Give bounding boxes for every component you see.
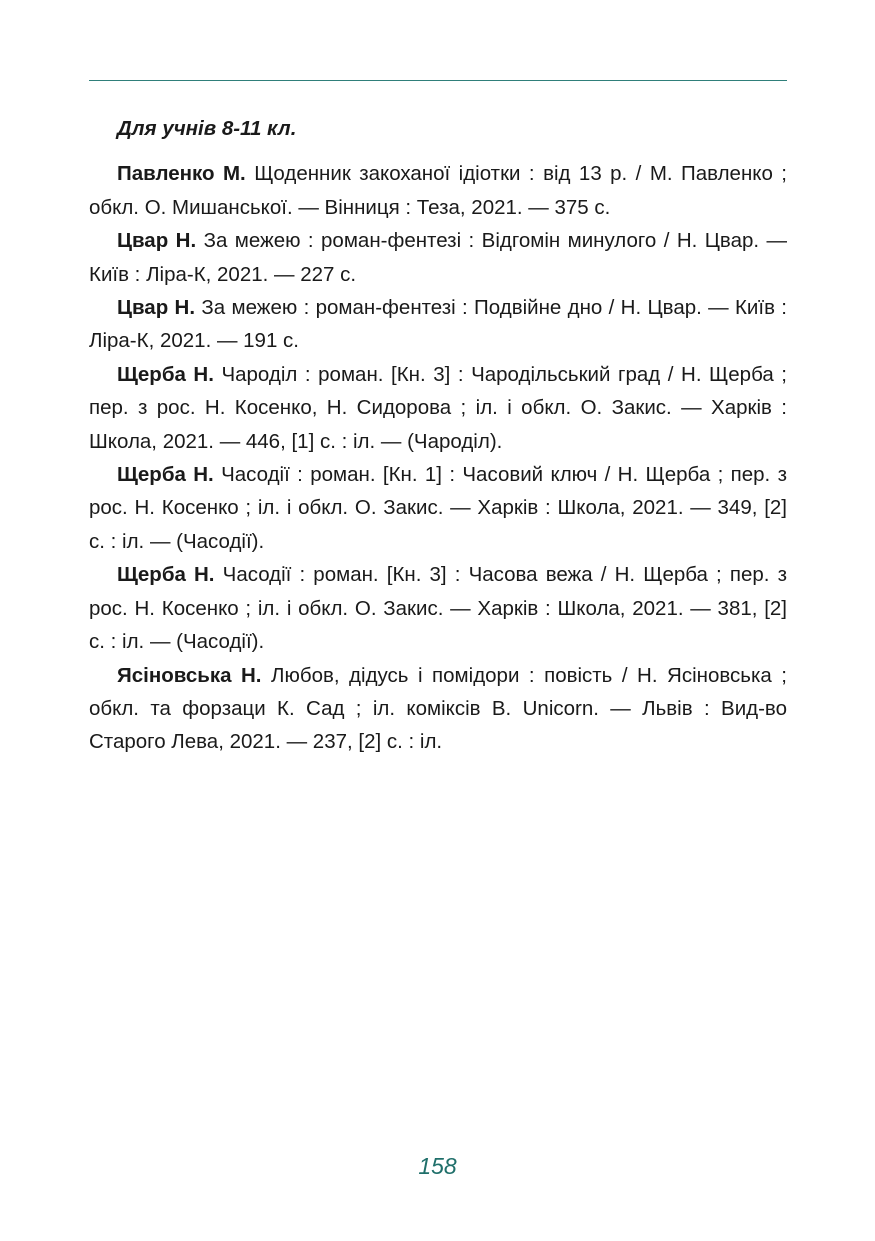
entry-text: Чароділ : роман. [Кн. 3] : Чародільський град / Н. Щерба ; пер. з рос. Н. Косенко, Н. Сидорова ; іл. і обкл. О. Закис. — Харків : Школа, 2021. — 446, [1] с. : іл. — (Чароділ). [89,362,787,453]
section-heading: Для учнів 8-11 кл. [117,117,297,140]
bibliography-entry [89,558,787,658]
entry-text: Щоденник закоханої ідіотки : від 13 р. / М. Павленко ; обкл. О. Мишанської. — Вінниця : Теза, 2021. — 375 с. [89,162,788,219]
header-rule [89,80,787,81]
bibliography-entry [89,291,787,358]
bibliography-section [89,112,787,759]
entry-text: Часодії : роман. [Кн. 3] : Часова вежа / Н. Щерба ; пер. з рос. Н. Косенко ; іл. і обкл. О. Закис. — Харків : Школа, 2021. — 381, [2] с. : іл. — (Часодії). [89,563,788,654]
entry-author: Павленко М. [117,162,246,186]
entry-text: За межею : роман-фентезі : Відгомін минулого / Н. Цвар. — Київ : Ліра-К, 2021. — 227 с. [89,229,787,286]
bibliography-entry [89,358,787,458]
entry-text: Часодії : роман. [Кн. 1] : Часовий ключ / Н. Щерба ; пер. з рос. Н. Косенко ; іл. і обкл. О. Закис. — Харків : Школа, 2021. — 349, [2] с. : іл. — (Часодії). [89,463,787,553]
entry-text: За межею : роман-фентезі : Подвійне дно / Н. Цвар. — Київ : Ліра-К, 2021. — 191 с. [89,296,787,353]
bibliography-entry [89,157,787,224]
bibliography-entry [89,458,787,558]
bibliography-entry [89,224,787,291]
bibliography-entry [89,659,787,759]
entry-author: Щерба Н. [117,362,214,386]
entry-author: Цвар Н. [117,229,197,253]
page-number: 158 [418,1153,457,1179]
entry-author: Цвар Н. [117,296,196,320]
entry-author: Ясіновська Н. [117,663,262,687]
entry-text: Любов, дідусь і помідори : повість / Н. Ясіновська ; обкл. та форзаци К. Сад ; іл. коміксів В. Unicorn. — Львів : Вид-во Старого Лева, 2021. — 237, [2] с. : іл. [89,663,787,754]
entry-author: Щерба Н. [117,563,215,587]
entry-author: Щерба Н. [117,463,214,487]
